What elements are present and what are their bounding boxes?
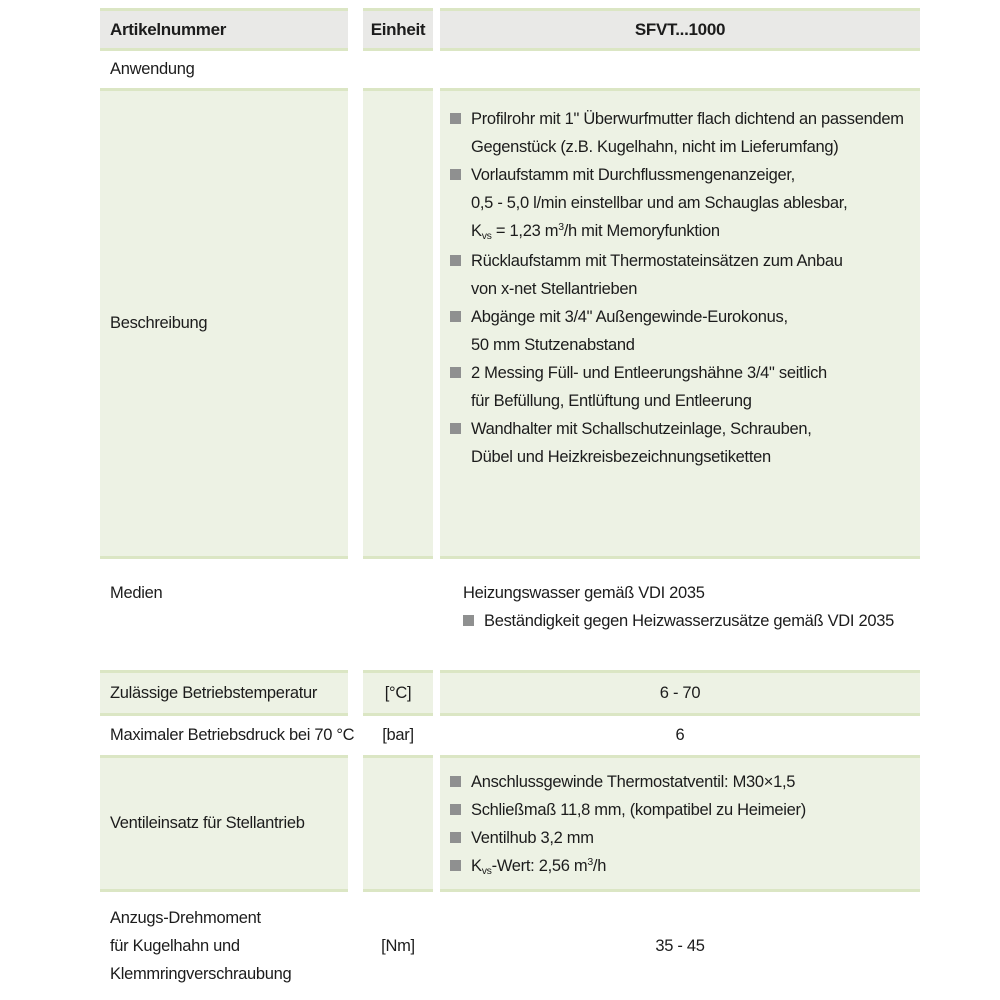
medien-value-cell <box>440 556 920 670</box>
table-row-medien <box>100 556 920 670</box>
bullet-square-icon <box>450 113 461 124</box>
kvs-wert-formula-text: $K_{vs}$-Wert: 2,56 $m^3/h$ <box>471 856 607 877</box>
header-einheit: Einheit <box>363 8 433 48</box>
bullet-square-icon <box>450 423 461 434</box>
bullet-text: Schließmaß 11,8 mm, (kompatibel zu Heimeier) <box>471 801 806 819</box>
bullet-text: Wandhalter mit Schallschutzeinlage, Schrauben, <box>471 420 812 438</box>
table-row-ventileinsatz <box>100 755 920 889</box>
bullet-text: Rücklaufstamm mit Thermostateinsätzen zum Anbau <box>471 252 843 270</box>
betriebsdruck-unit: [bar] <box>363 713 433 755</box>
label-line: für Kugelhahn und <box>110 937 240 955</box>
anzugsdrehmoment-value: 35 - 45 <box>440 889 920 1000</box>
bullet-text: 2 Messing Füll- und Entleerungshähne 3/4" seitlich <box>471 364 827 382</box>
bullet-square-icon <box>450 169 461 180</box>
header-artikelnummer: Artikelnummer <box>100 8 348 48</box>
medien-line1: Heizungswasser gemäß VDI 2035 <box>463 584 705 602</box>
beschreibung-bullet-list <box>450 105 920 471</box>
medien-unit-cell <box>363 556 433 670</box>
table-header-row <box>100 8 920 48</box>
header-model-sfvt-1000: SFVT...1000 <box>440 8 920 48</box>
list-item <box>450 796 920 824</box>
row-label-beschreibung: Beschreibung <box>100 88 348 556</box>
bullet-text: 50 mm Stutzenabstand <box>471 336 635 354</box>
list-item <box>450 161 920 247</box>
kvs-formula-text: $K_{vs} = 1,23$ $m^3/h$ mit Memoryfunktion <box>471 221 720 242</box>
row-label-medien: Medien <box>100 556 348 670</box>
table-row-anwendung <box>100 48 920 88</box>
bullet-text: Vorlaufstamm mit Durchflussmengenanzeiger, <box>471 166 795 184</box>
list-item <box>450 247 920 303</box>
label-line: Anzugs-Drehmoment <box>110 909 261 927</box>
anzugsdrehmoment-unit: [Nm] <box>363 889 433 1000</box>
anwendung-unit-cell <box>363 48 433 88</box>
list-item <box>450 852 920 882</box>
bullet-square-icon <box>450 804 461 815</box>
bullet-text: Abgänge mit 3/4" Außengewinde-Eurokonus, <box>471 308 788 326</box>
ventileinsatz-bullet-list <box>450 768 920 882</box>
list-item <box>450 768 920 796</box>
row-label-betriebstemperatur: Zulässige Betriebstemperatur <box>100 670 348 713</box>
list-item <box>463 607 920 635</box>
table-row-betriebsdruck <box>100 713 920 755</box>
table-row-beschreibung <box>100 88 920 556</box>
betriebsdruck-value: 6 <box>440 713 920 755</box>
bullet-square-icon <box>450 255 461 266</box>
bullet-text: von x-net Stellantrieben <box>471 280 638 298</box>
row-label-anzugsdrehmoment <box>100 889 348 1000</box>
ventileinsatz-unit-cell <box>363 755 433 889</box>
bullet-text: Beständigkeit gegen Heizwasserzusätze gemäß VDI 2035 <box>484 612 894 630</box>
bullet-text: Gegenstück (z.B. Kugelhahn, nicht im Lieferumfang) <box>471 138 839 156</box>
table-row-betriebstemperatur <box>100 670 920 713</box>
bullet-text: für Befüllung, Entlüftung und Entleerung <box>471 392 752 410</box>
betriebstemperatur-unit: [°C] <box>363 670 433 713</box>
row-label-ventileinsatz: Ventileinsatz für Stellantrieb <box>100 755 348 889</box>
beschreibung-unit-cell <box>363 88 433 556</box>
bullet-square-icon <box>450 776 461 787</box>
list-item <box>450 359 920 415</box>
betriebstemperatur-value: 6 - 70 <box>440 670 920 713</box>
list-item <box>450 824 920 852</box>
row-label-betriebsdruck: Maximaler Betriebsdruck bei 70 °C <box>100 713 348 755</box>
list-item <box>450 415 920 471</box>
anwendung-value-cell <box>440 48 920 88</box>
bullet-square-icon <box>450 311 461 322</box>
list-item <box>450 105 920 161</box>
bullet-square-icon <box>463 615 474 626</box>
bullet-text: Anschlussgewinde Thermostatventil: M30×1,5 <box>471 773 796 791</box>
beschreibung-value-cell <box>440 88 920 556</box>
label-line: Klemmringverschraubung <box>110 965 292 983</box>
list-item <box>450 303 920 359</box>
row-label-anwendung: Anwendung <box>100 48 348 88</box>
ventileinsatz-value-cell <box>440 755 920 889</box>
table-row-anzugsdrehmoment <box>100 889 920 1000</box>
bullet-text: Dübel und Heizkreisbezeichnungsetiketten <box>471 448 771 466</box>
spec-table <box>100 8 920 1000</box>
bullet-text: 0,5 - 5,0 l/min einstellbar und am Schauglas ablesbar, <box>471 194 848 212</box>
bullet-square-icon <box>450 832 461 843</box>
bullet-text: Profilrohr mit 1" Überwurfmutter flach dichtend an passendem <box>471 110 904 128</box>
bullet-text: Ventilhub 3,2 mm <box>471 829 594 847</box>
bullet-square-icon <box>450 367 461 378</box>
bullet-square-icon <box>450 860 461 871</box>
